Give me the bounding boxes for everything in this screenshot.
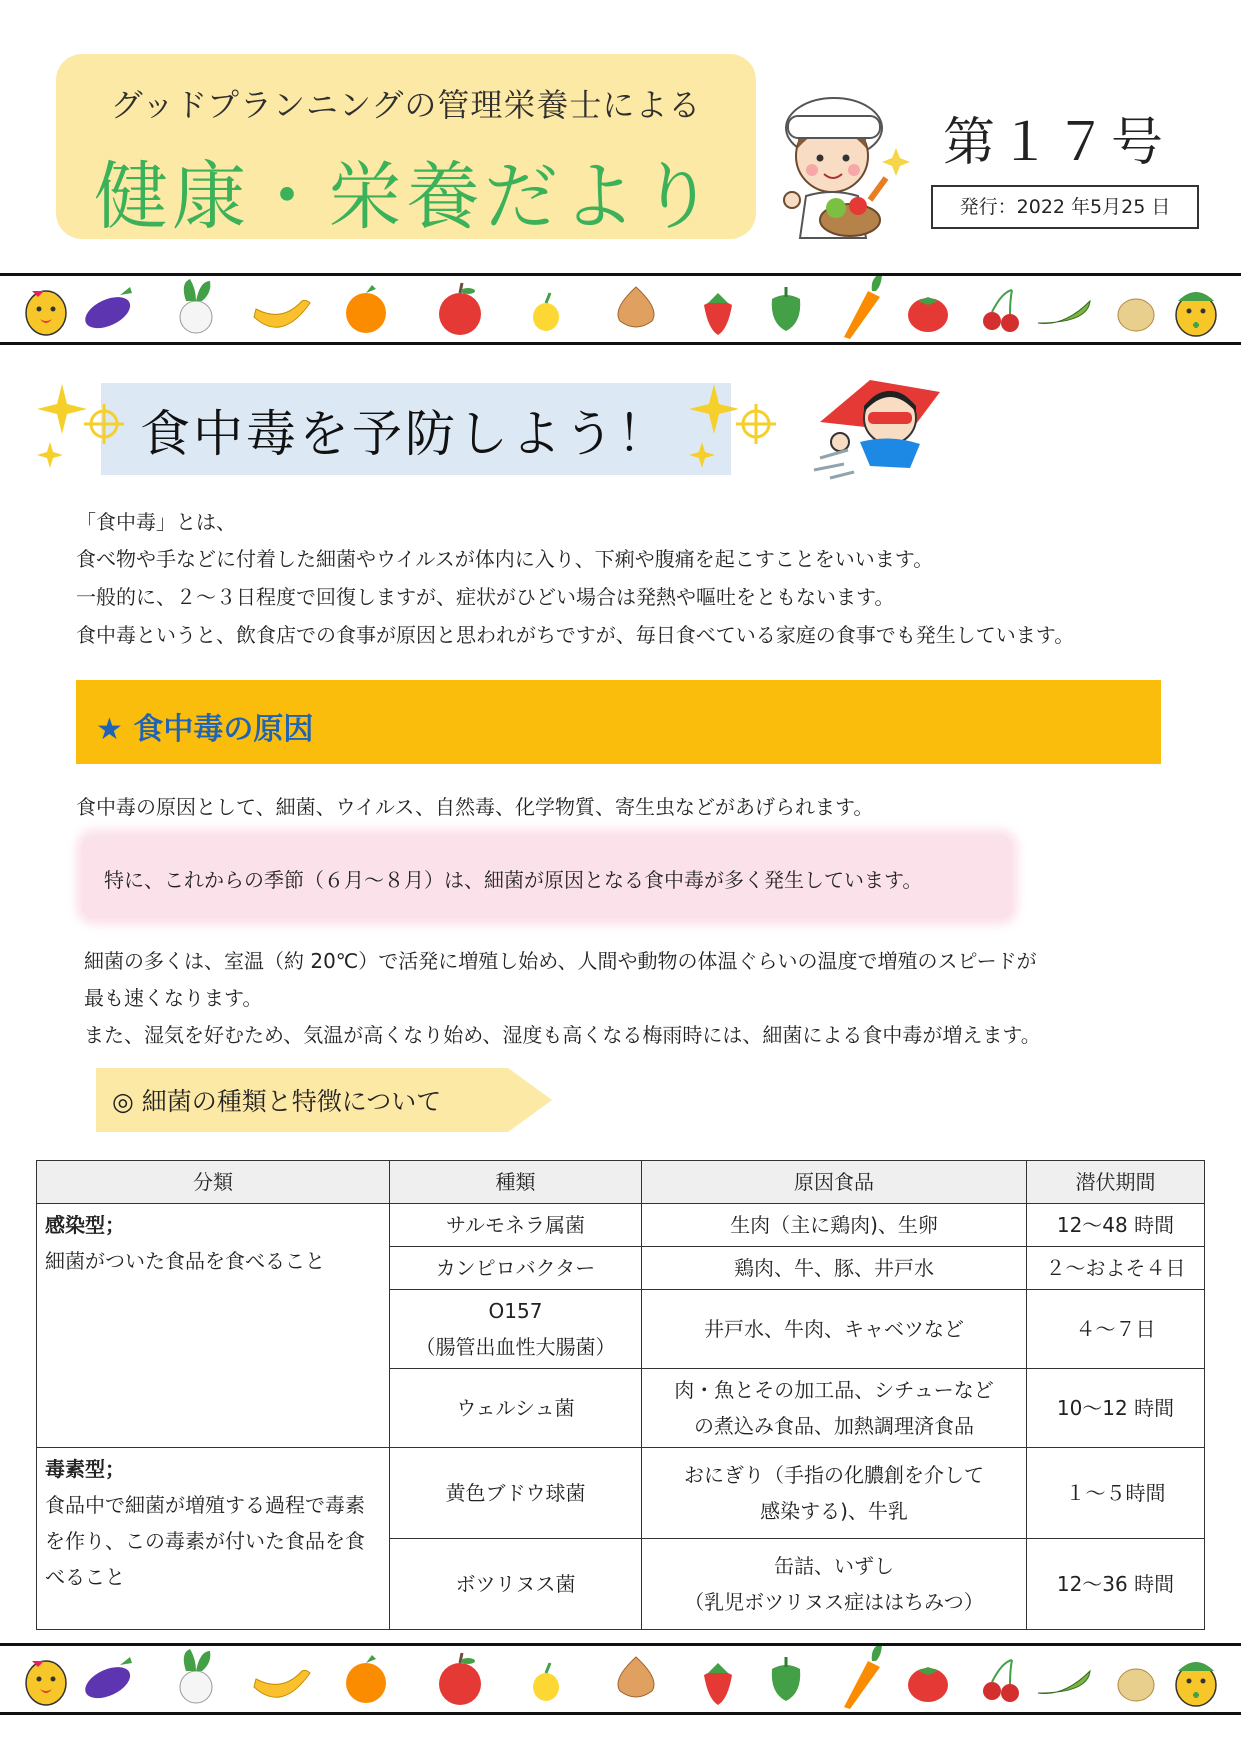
category-label: 感染型； — [45, 1213, 125, 1237]
pepper-icon — [772, 1657, 800, 1701]
pea-pod-icon — [1038, 301, 1090, 324]
newsletter-subtitle: グッドプランニングの管理栄養士による — [110, 86, 702, 124]
banana-icon — [254, 1670, 310, 1697]
causes-text: 食中毒の原因として、細菌、ウイルス、自然毒、化学物質、寄生虫などがあげられます。 — [76, 795, 874, 819]
incubation-period: 12～36 時間 — [1027, 1539, 1205, 1630]
mascot-cap-icon — [1176, 292, 1216, 336]
onion-icon — [618, 287, 654, 327]
causes-detail-line: 最も速くなります。 — [84, 986, 263, 1010]
lemon-icon — [533, 293, 559, 331]
apple-icon — [439, 283, 481, 335]
mascot-icon — [26, 1661, 66, 1705]
bacteria-name: ウェルシュ菌 — [390, 1369, 642, 1448]
table-row — [37, 1448, 1205, 1539]
fruit-strip-top — [0, 273, 1241, 345]
nutritionist-illustration — [766, 88, 916, 248]
bacteria-table — [36, 1160, 1205, 1630]
eggplant-icon — [80, 287, 134, 335]
pea-pod-icon — [1038, 1671, 1090, 1694]
strawberry-icon — [704, 1663, 732, 1705]
mascot-cap-icon — [1176, 1662, 1216, 1706]
orange-icon — [346, 285, 386, 333]
cherry-icon — [983, 1660, 1019, 1702]
banana-icon — [254, 300, 310, 327]
eggplant-icon — [80, 1657, 134, 1705]
tomato-icon — [908, 1667, 948, 1702]
causes-detail-line: また、湿気を好むため、気温が高くなり始め、湿度も高くなる梅雨時には、細菌による食中毒が増えます。 — [84, 1023, 1041, 1047]
cause-food-line: おにぎり（手指の化膿創を介して — [684, 1463, 984, 1487]
superhero-illustration — [800, 372, 950, 482]
table-header-cell: 原因食品 — [642, 1161, 1027, 1204]
mascot-icon — [26, 291, 66, 335]
cause-food: 井戸水、牛肉、キャベツなど — [642, 1290, 1027, 1369]
table-header-cell: 分類 — [37, 1161, 390, 1204]
onion-icon — [618, 1657, 654, 1697]
table-header-cell: 種類 — [390, 1161, 642, 1204]
strawberry-icon — [704, 293, 732, 335]
category-cell — [37, 1204, 390, 1448]
bacteria-name: 黄色ブドウ球菌 — [390, 1448, 642, 1539]
incubation-period: １～５時間 — [1027, 1448, 1205, 1539]
incubation-period: 10～12 時間 — [1027, 1369, 1205, 1448]
cause-food: 生肉（主に鶏肉)、生卵 — [642, 1204, 1027, 1247]
causes-detail-line: 細菌の多くは、室温（約 20℃）で活発に増殖し始め、人間や動物の体温ぐらいの温度で増殖のスピードが — [84, 949, 1037, 973]
incubation-period: ４～７日 — [1027, 1290, 1205, 1369]
issue-date: 発行：2022 年5月25 日 — [931, 185, 1199, 229]
pepper-icon — [772, 287, 800, 331]
potato-icon — [1118, 1669, 1154, 1701]
cause-food-line: 肉・魚とその加工品、シチューなど — [674, 1378, 994, 1402]
category-description: 食品中で細菌が増殖する過程で毒素を作り、この毒素が付いた食品を食べること — [45, 1493, 365, 1589]
carrot-icon — [844, 1646, 882, 1709]
bacteria-name — [390, 1290, 642, 1369]
lemon-icon — [533, 1663, 559, 1701]
table-header-cell: 潜伏期間 — [1027, 1161, 1205, 1204]
causes-heading: ★ 食中毒の原因 — [96, 712, 314, 747]
bacteria-name: カンピロバクター — [390, 1247, 642, 1290]
incubation-period: 12～48 時間 — [1027, 1204, 1205, 1247]
highlight-text: 特に、これからの季節（６月～８月）は、細菌が原因となる食中毒が多く発生しています。 — [104, 868, 923, 892]
issue-number: 第１７号 — [942, 113, 1167, 173]
bacteria-section-title: ◎ 細菌の種類と特徴について — [112, 1087, 442, 1116]
intro-line: 食中毒というと、飲食店での食事が原因と思われがちですが、毎日食べている家庭の食事でも発生しています。 — [76, 623, 1075, 647]
bacteria-name: サルモネラ属菌 — [390, 1204, 642, 1247]
cause-food-line: （乳児ボツリヌス症ははちみつ） — [684, 1590, 984, 1614]
tomato-icon — [908, 297, 948, 332]
intro-line: 一般的に、２～３日程度で回復しますが、症状がひどい場合は発熱や嘔吐をともないます。 — [76, 585, 895, 609]
apple-icon — [439, 1653, 481, 1705]
turnip-icon — [180, 279, 212, 333]
category-description: 細菌がついた食品を食べること — [45, 1249, 325, 1273]
fruit-strip-bottom — [0, 1643, 1241, 1715]
category-label: 毒素型； — [45, 1457, 125, 1481]
cause-food-line: の煮込み食品、加熱調理済食品 — [694, 1414, 974, 1438]
incubation-period: ２～およそ４日 — [1027, 1247, 1205, 1290]
turnip-icon — [180, 1649, 212, 1703]
cherry-icon — [983, 290, 1019, 332]
cause-food — [642, 1539, 1027, 1630]
sparkle-icon — [682, 380, 782, 470]
bacteria-name-line: O157 — [488, 1299, 543, 1323]
cause-food: 鶏肉、牛、豚、井戸水 — [642, 1247, 1027, 1290]
bacteria-name-line: （腸管出血性大腸菌） — [415, 1335, 616, 1359]
carrot-icon — [844, 276, 882, 339]
cause-food-line: 缶詰、いずし — [774, 1554, 894, 1578]
intro-line: 食べ物や手などに付着した細菌やウイルスが体内に入り、下痢や腹痛を起こすことをいいます。 — [76, 547, 934, 571]
cause-food — [642, 1369, 1027, 1448]
orange-icon — [346, 1655, 386, 1703]
table-row — [37, 1204, 1205, 1247]
table-header-row — [37, 1161, 1205, 1204]
category-cell — [37, 1448, 390, 1630]
cause-food — [642, 1448, 1027, 1539]
intro-line: 「食中毒」とは、 — [76, 510, 236, 534]
potato-icon — [1118, 299, 1154, 331]
bacteria-name: ボツリヌス菌 — [390, 1539, 642, 1630]
topic-title: 食中毒を予防しよう！ — [140, 405, 670, 463]
cause-food-line: 感染する)、牛乳 — [760, 1499, 908, 1523]
newsletter-title: 健康・栄養だより — [94, 154, 718, 240]
sparkle-icon — [36, 380, 126, 470]
